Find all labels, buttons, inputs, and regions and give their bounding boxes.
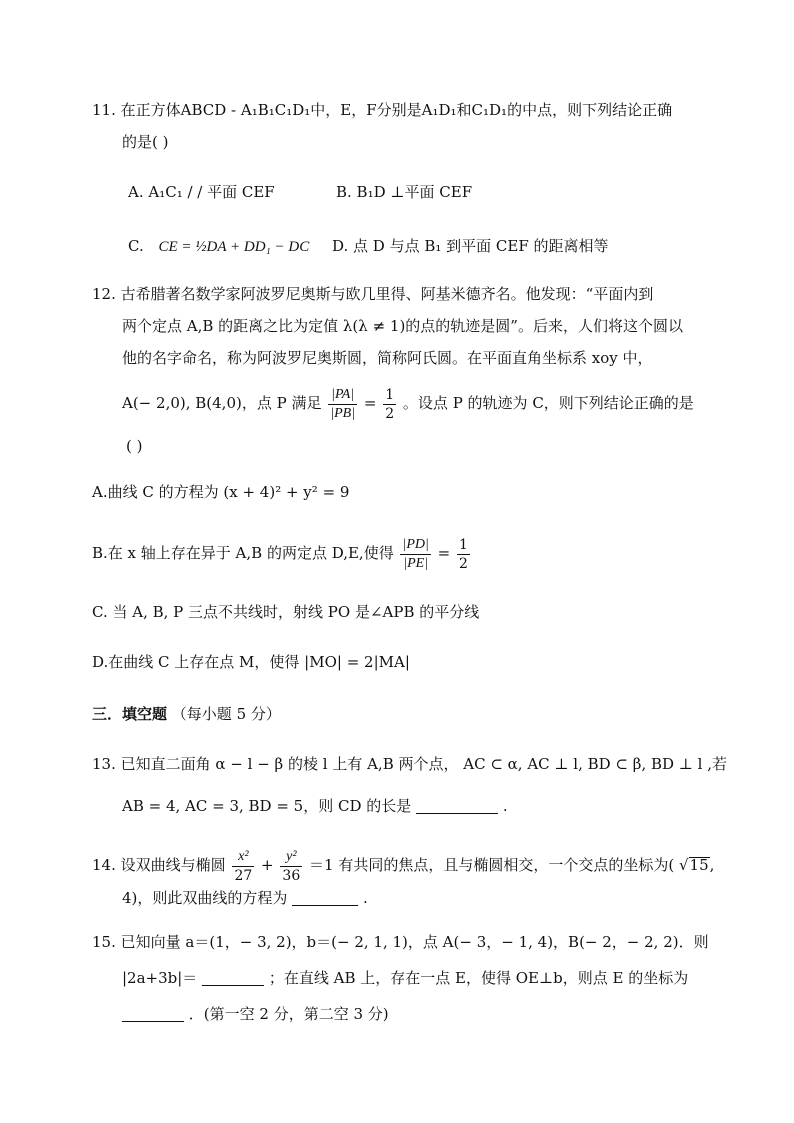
q11-option-b: B. B₁D ⊥平面 CEF bbox=[336, 183, 473, 201]
q14-x-fraction bbox=[232, 850, 254, 883]
section-note: （每小题 5 分） bbox=[171, 705, 281, 723]
q14-plus: + bbox=[261, 856, 274, 874]
q11-option-c-expression: CE = ½DA + DD₁ − DC bbox=[158, 239, 310, 255]
q14-comma: , bbox=[709, 856, 715, 874]
q12-line4-suffix: 。设点 P 的轨迹为 C，则下列结论正确的是 bbox=[402, 394, 694, 412]
q14-period: . bbox=[362, 889, 368, 907]
q12-line1 bbox=[92, 284, 653, 304]
q12-line4-prefix: A(− 2,0), B(4,0)，点 P 满足 bbox=[122, 394, 322, 412]
q14-radicand: 15 bbox=[689, 856, 709, 874]
q12-option-b bbox=[92, 536, 472, 571]
q11-stem-line1 bbox=[92, 100, 672, 120]
q14-y-fraction bbox=[280, 850, 302, 883]
q12-option-d: D.在曲线 C 上存在点 M，使得 |MO| = 2|MA| bbox=[92, 653, 410, 671]
q14-text-post: ＝1 有共同的焦点，且与椭圆相交，一个交点的坐标为( bbox=[309, 856, 675, 874]
q12-answer-paren: ( ) bbox=[126, 437, 143, 455]
q11-number: 11. bbox=[92, 101, 116, 119]
q13-text-line2: AB = 4, AC = 3, BD = 5，则 CD 的长是 bbox=[122, 797, 412, 815]
q15-line1 bbox=[92, 932, 709, 952]
q12-equals: = bbox=[363, 394, 377, 412]
q11-option-c-label: C. bbox=[128, 237, 144, 255]
q13-number: 13. bbox=[92, 755, 116, 773]
q12-half-fraction bbox=[383, 388, 396, 421]
q14-line1 bbox=[92, 848, 714, 883]
q14-text-line2: 4)，则此双曲线的方程为 bbox=[122, 889, 288, 907]
q15-line2 bbox=[122, 968, 688, 988]
q14-line2 bbox=[122, 888, 368, 908]
q12-line2: 两个定点 A,B 的距离之比为定值 λ(λ ≠ 1)的点的轨迹是圆”。后来，人们将这个圆以 bbox=[122, 317, 683, 335]
q12-line4 bbox=[122, 386, 694, 421]
q11-option-c bbox=[128, 236, 309, 257]
q13-line1 bbox=[92, 754, 727, 774]
q12-half-numerator: 1 bbox=[385, 386, 395, 403]
q15-magnitude: |2a+3b|＝ bbox=[122, 969, 198, 987]
q11-stem-text: 在正方体ABCD - A₁B₁C₁D₁中，E，F分别是A₁D₁和C₁D₁的中点，则下列结论正确 bbox=[120, 101, 673, 119]
q12-half-denominator: 2 bbox=[385, 405, 395, 422]
section-heading bbox=[92, 704, 281, 724]
q14-x-numerator: x² bbox=[232, 850, 254, 867]
q14-x-denominator: 27 bbox=[234, 867, 253, 884]
q12-option-b-fraction bbox=[400, 538, 430, 571]
q15-answer-blank-2[interactable] bbox=[122, 1005, 184, 1022]
q12-option-b-numerator: |PD| bbox=[400, 538, 430, 555]
section-title: 三．填空题 bbox=[92, 705, 168, 723]
q11-stem-line2: 的是( ) bbox=[122, 133, 169, 151]
q12-option-b-half-numerator: 1 bbox=[458, 536, 468, 553]
q13-answer-blank[interactable] bbox=[416, 797, 498, 814]
q12-ratio-fraction bbox=[328, 388, 357, 421]
q11-option-d: D. 点 D 与点 B₁ 到平面 CEF 的距离相等 bbox=[332, 237, 609, 255]
q12-option-b-text: B.在 x 轴上存在异于 A,B 的两定点 D,E,使得 bbox=[92, 544, 394, 562]
q14-text-pre: 设双曲线与椭圆 bbox=[120, 856, 226, 874]
q14-y-numerator: y² bbox=[280, 850, 302, 867]
q14-number: 14. bbox=[92, 856, 116, 874]
q12-option-a: A.曲线 C 的方程为 (x + 4)² + y² = 9 bbox=[92, 483, 350, 501]
q15-number: 15. bbox=[92, 933, 116, 951]
q12-number: 12. bbox=[92, 285, 116, 303]
q12-option-b-half bbox=[457, 538, 470, 571]
q14-answer-blank[interactable] bbox=[292, 889, 358, 906]
q15-answer-blank-1[interactable] bbox=[202, 969, 264, 986]
q15-text-line1: 已知向量 a＝(1，− 3, 2)，b＝(− 2, 1, 1)，点 A(− 3，− 1, 4)，B(− 2，− 2, 2)．则 bbox=[120, 933, 709, 951]
q12-option-b-half-denominator: 2 bbox=[458, 555, 468, 572]
q12-option-b-equals: = bbox=[437, 544, 451, 562]
q12-ratio-denominator: |PB| bbox=[330, 405, 356, 421]
q11-option-a: A. A₁C₁ / / 平面 CEF bbox=[128, 183, 275, 201]
q12-option-b-denominator: |PE| bbox=[403, 555, 429, 571]
q15-scoring-note: ．(第一空 2 分，第二空 3 分) bbox=[188, 1005, 389, 1023]
q13-line2 bbox=[122, 796, 508, 816]
q12-option-c: C. 当 A, B, P 三点不共线时，射线 PO 是∠APB 的平分线 bbox=[92, 603, 480, 621]
q13-text-line1: 已知直二面角 α − l − β 的棱 l 上有 A,B 两个点， AC ⊂ α, AC ⊥ l, BD ⊂ β, BD ⊥ l ,若 bbox=[120, 755, 727, 773]
q14-sqrt-icon: √ bbox=[678, 856, 689, 874]
q15-line3 bbox=[122, 1004, 389, 1024]
q12-line3: 他的名字命名，称为阿波罗尼奥斯圆，简称阿氏圆。在平面直角坐标系 xoy 中， bbox=[122, 349, 653, 367]
q12-text-line1: 古希腊著名数学家阿波罗尼奥斯与欧几里得、阿基米德齐名。他发现：“平面内到 bbox=[120, 285, 654, 303]
q14-y-denominator: 36 bbox=[282, 867, 301, 884]
q15-text-line2: ；在直线 AB 上，存在一点 E，使得 OE⊥b，则点 E 的坐标为 bbox=[268, 969, 689, 987]
q12-ratio-numerator: |PA| bbox=[328, 388, 357, 405]
q13-period: . bbox=[502, 797, 508, 815]
